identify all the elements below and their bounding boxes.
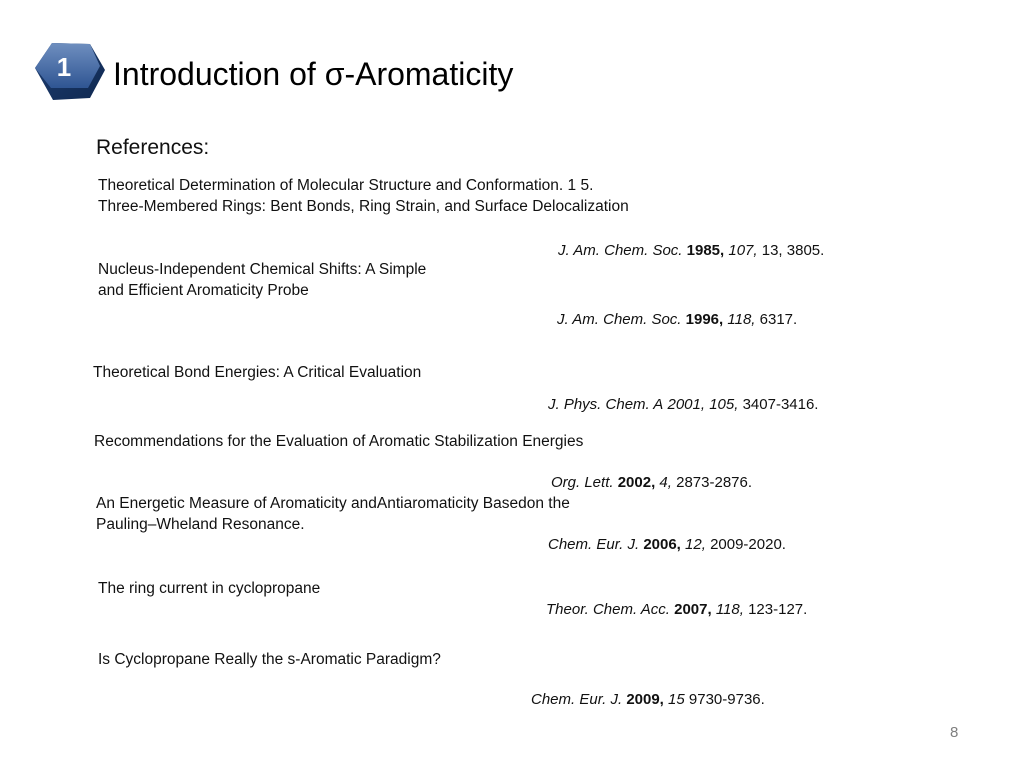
reference-1-year: 1985,: [686, 242, 725, 259]
reference-6-year: 2007,: [674, 601, 712, 618]
reference-5-year: 2006,: [643, 536, 681, 553]
reference-1-citation: [558, 241, 824, 261]
reference-1-volume: 107,: [728, 242, 758, 259]
reference-1-title-line-2: Three-Membered Rings: Bent Bonds, Ring Strain, and Surface Delocalization: [98, 198, 629, 215]
reference-4-year: 2002,: [617, 474, 656, 491]
references-heading: References:: [96, 136, 210, 159]
reference-7-volume: 15: [668, 691, 685, 708]
reference-5-title-line-2: Pauling–Wheland Resonance.: [96, 516, 305, 533]
reference-5-volume: 12,: [685, 536, 706, 553]
reference-3-volume: 105,: [709, 396, 739, 413]
reference-7-pages: 9730-9736.: [688, 691, 765, 708]
reference-3-title-line-1: Theoretical Bond Energies: A Critical Evaluation: [93, 364, 422, 381]
reference-1-pages: 13, 3805.: [761, 242, 825, 259]
section-number-badge: [34, 42, 106, 102]
reference-5-title-line-1: An Energetic Measure of Aromaticity andAntiaromaticity Basedon the: [96, 495, 570, 512]
reference-7-journal: Chem. Eur. J.: [531, 691, 623, 708]
reference-5-journal: Chem. Eur. J.: [548, 536, 640, 553]
reference-2-volume: 118,: [727, 311, 756, 328]
reference-3-journal: J. Phys. Chem. A: [548, 396, 664, 413]
reference-4-title-line-1: Recommendations for the Evaluation of Aromatic Stabilization Energies: [94, 433, 584, 450]
reference-6-pages: 123-127.: [748, 601, 808, 618]
reference-2-journal: J. Am. Chem. Soc.: [557, 311, 682, 328]
reference-2-year: 1996,: [685, 311, 724, 328]
reference-2-citation: [557, 310, 797, 330]
reference-3-citation: [548, 395, 818, 415]
page-number: 8: [950, 724, 959, 741]
reference-5-pages: 2009-2020.: [710, 536, 786, 553]
reference-1-title-line-1: Theoretical Determination of Molecular Structure and Conformation. 1 5.: [98, 177, 594, 194]
reference-1-journal: J. Am. Chem. Soc.: [558, 242, 683, 259]
reference-6-volume: 118,: [715, 601, 744, 618]
slide-title: Introduction of σ-Aromaticity: [113, 56, 514, 92]
section-number: 1: [56, 52, 72, 82]
reference-4-citation: [551, 473, 752, 493]
reference-4-pages: 2873-2876.: [676, 474, 753, 491]
reference-7-title-line-1: Is Cyclopropane Really the s-Aromatic Paradigm?: [98, 651, 441, 668]
reference-2-title-line-1: Nucleus-Independent Chemical Shifts: A Simple: [98, 261, 427, 278]
reference-3-pages: 3407-3416.: [742, 396, 819, 413]
reference-4-journal: Org. Lett.: [551, 474, 614, 491]
reference-6-citation: [546, 600, 807, 620]
reference-7-citation: [531, 690, 765, 710]
reference-2-title-line-2: and Efficient Aromaticity Probe: [98, 282, 309, 299]
reference-7-year: 2009,: [626, 691, 664, 708]
reference-6-journal: Theor. Chem. Acc.: [546, 601, 670, 618]
reference-3-year: 2001,: [667, 396, 706, 413]
reference-5-citation: [548, 535, 786, 555]
reference-6-title-line-1: The ring current in cyclopropane: [98, 580, 321, 597]
reference-2-pages: 6317.: [759, 311, 798, 328]
reference-4-volume: 4,: [659, 474, 672, 491]
